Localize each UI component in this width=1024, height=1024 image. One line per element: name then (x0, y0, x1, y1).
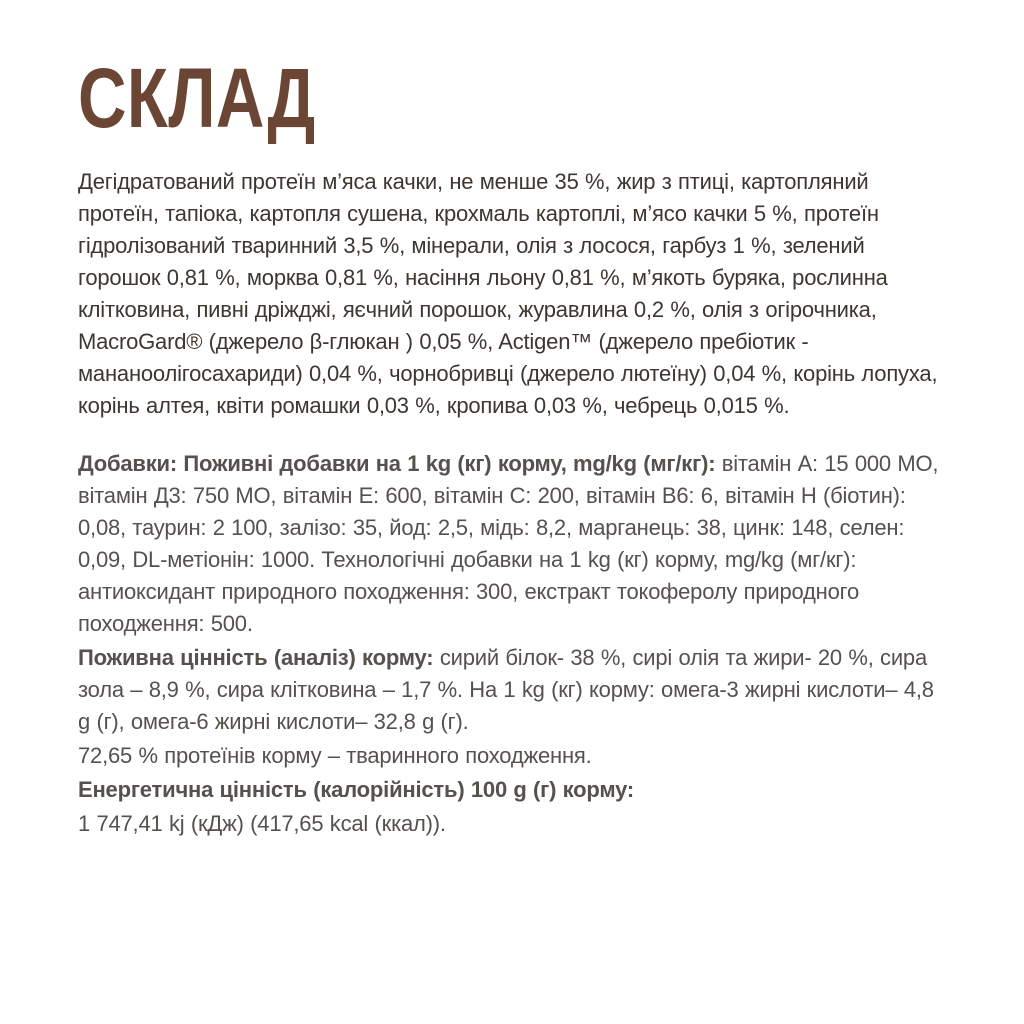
energy-heading-line (78, 774, 946, 806)
nutrition-paragraph-run-1: сирий білок- 38 %, сирі олія та жири- 20 %, сира зола – 8,9 %, сира клітковина – 1,7 %. На 1 kg (кг) корму: омега-3 жирні кислоти– 4,8 g (г), омега-6 жирні кислоти– 32,8 g (г). (78, 645, 934, 734)
protein-origin-line-run-0: 72,65 % протеїнів корму – тваринного походження. (78, 743, 592, 768)
additives-paragraph (78, 448, 946, 640)
energy-value-line (78, 808, 946, 840)
page-title: СКЛАД (78, 51, 316, 145)
additives-paragraph-run-0: Добавки: Поживні добавки на 1 kg (кг) корму, mg/kg (мг/кг): (78, 451, 722, 476)
ingredients-paragraph-run-0: Дегідратований протеїн м’яса качки, не менше 35 %, жир з птиці, картопляний протеїн, тапіока, картопля сушена, крохмаль картоплі, м’ясо качки 5 %, протеїн гідролізований тваринний 3,5 %, мінерали, олія з лосося, гарбуз 1 %, зелений горошок 0,81 %, морква 0,81 %, насіння льону 0,81 %, м’якоть буряка, рослинна клітковина, пивні дріжджі, яєчний порошок, журавлина 0,2 %, олія з огірочника, MacroGard® (джерело β-глюкан ) 0,05 %, Actigen™ (джерело пребіотик - мананоолігосахариди) 0,04 %, чорнобривці (джерело лютеїну) 0,04 %, корінь лопуха, корінь алтея, квіти ромашки 0,03 %, кропива 0,03 %, чебрець 0,015 %. (78, 169, 938, 418)
nutrition-paragraph (78, 642, 946, 738)
protein-origin-line (78, 740, 946, 772)
nutrition-paragraph-run-0: Поживна цінність (аналіз) корму: (78, 645, 440, 670)
ingredients-paragraph (78, 166, 946, 422)
energy-value-line-run-0: 1 747,41 kj (кДж) (417,65 kcal (ккал)). (78, 811, 446, 836)
energy-heading-line-run-0: Енергетична цінність (калорійність) 100 g (г) корму: (78, 777, 635, 802)
additives-paragraph-run-1: вітамін А: 15 000 МО, вітамін Д3: 750 МО, вітамін Е: 600, вітамін С: 200, вітамін В6: 6, вітамін Н (біотин): 0,08, таурин: 2 100, залізо: 35, йод: 2,5, мідь: 8,2, марганець: 38, цинк: 148, селен: 0,09, DL-метіонін: 1000. Технологічні добавки на 1 kg (кг) корму, mg/kg (мг/кг): антиоксидант природного походження: 300, екстракт токоферолу природного походження: 500. (78, 451, 939, 636)
label-body (78, 166, 946, 840)
